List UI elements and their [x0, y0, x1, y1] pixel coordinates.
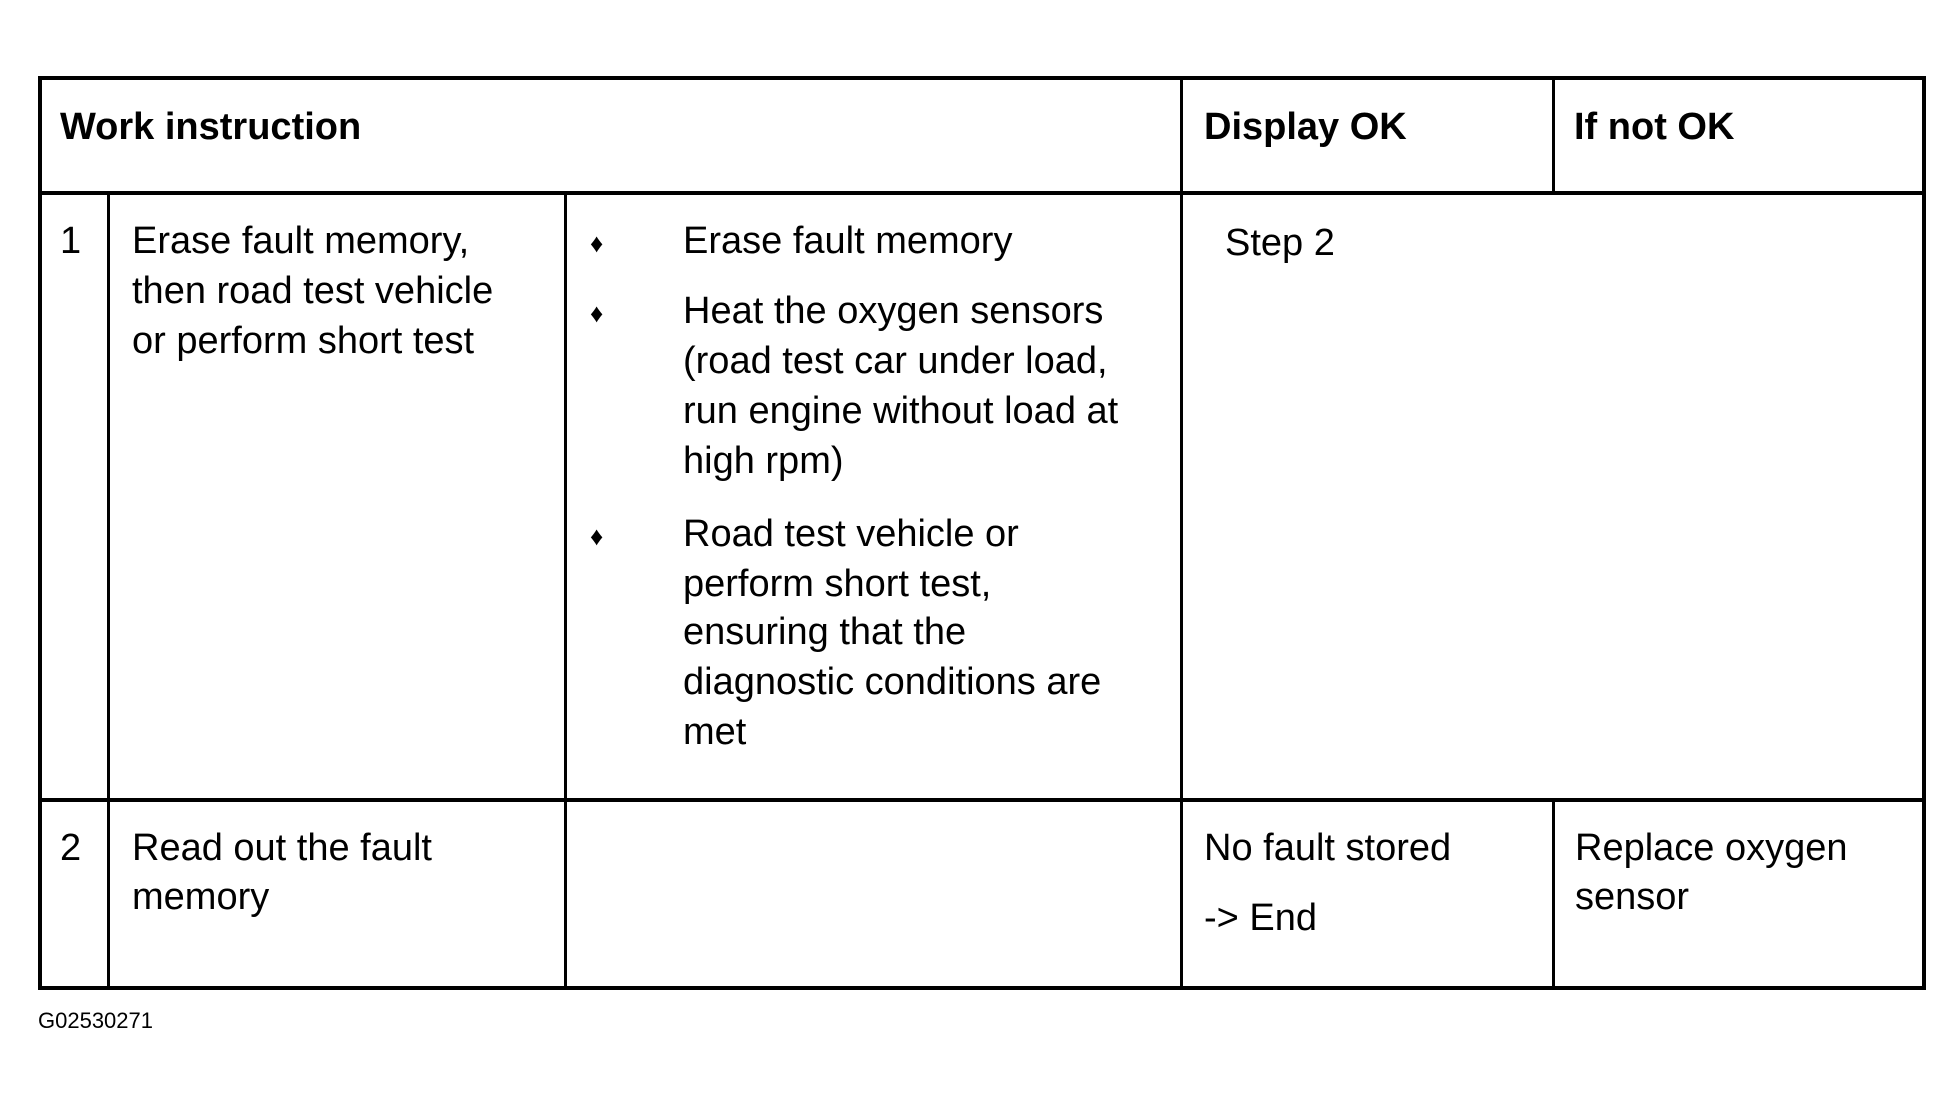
if-not-ok-column-divider-row2	[1552, 800, 1555, 990]
header-display-ok: Display OK	[1204, 106, 1407, 148]
if-not-ok-column-divider-header	[1552, 76, 1555, 193]
row-1-bullet-3-line-1: Road test vehicle or	[683, 513, 1019, 555]
row-2-display-ok-line-2: -> End	[1204, 897, 1318, 939]
display-ok-column-divider	[1180, 76, 1183, 990]
row-1-bullet-2-line-2: (road test car under load,	[683, 340, 1108, 382]
header-work-instruction: Work instruction	[60, 106, 362, 148]
row-2-instruction-line-2: memory	[132, 876, 270, 918]
row-divider	[38, 798, 1926, 802]
number-column-divider	[107, 193, 110, 990]
row-1-bullet-2-line-4: high rpm)	[683, 440, 844, 482]
row-2-number: 2	[60, 827, 82, 869]
header-row-divider	[38, 191, 1926, 195]
row-2-instruction-line-1: Read out the fault	[132, 827, 432, 869]
row-1-instruction-line-3: or perform short test	[132, 320, 475, 362]
row-1-instruction-line-1: Erase fault memory,	[132, 220, 470, 262]
figure-id: G02530271	[38, 1008, 153, 1033]
bullet-column-divider	[564, 193, 567, 990]
row-1-bullet-3-line-2: perform short test,	[683, 563, 992, 605]
bullet-icon: ♦	[590, 298, 604, 328]
row-2-display-ok-line-1: No fault stored	[1204, 827, 1452, 869]
header-if-not-ok: If not OK	[1574, 106, 1735, 148]
bullet-icon: ♦	[590, 521, 604, 551]
row-1-number: 1	[60, 220, 82, 262]
bullet-icon: ♦	[590, 228, 604, 258]
row-1-bullet-3-line-3: ensuring that the	[683, 611, 967, 653]
row-1-bullet-1-line-1: Erase fault memory	[683, 220, 1013, 262]
row-1-bullet-3-line-4: diagnostic conditions are	[683, 661, 1102, 703]
row-1-display-ok: Step 2	[1225, 222, 1335, 264]
row-2-if-not-ok-line-2: sensor	[1575, 876, 1690, 918]
row-1-bullet-2-line-3: run engine without load at	[683, 390, 1119, 432]
row-2-if-not-ok-line-1: Replace oxygen	[1575, 827, 1848, 869]
row-1-instruction-line-2: then road test vehicle	[132, 270, 494, 312]
row-1-bullet-2-line-1: Heat the oxygen sensors	[683, 290, 1104, 332]
row-1-bullet-3-line-5: met	[683, 711, 747, 753]
